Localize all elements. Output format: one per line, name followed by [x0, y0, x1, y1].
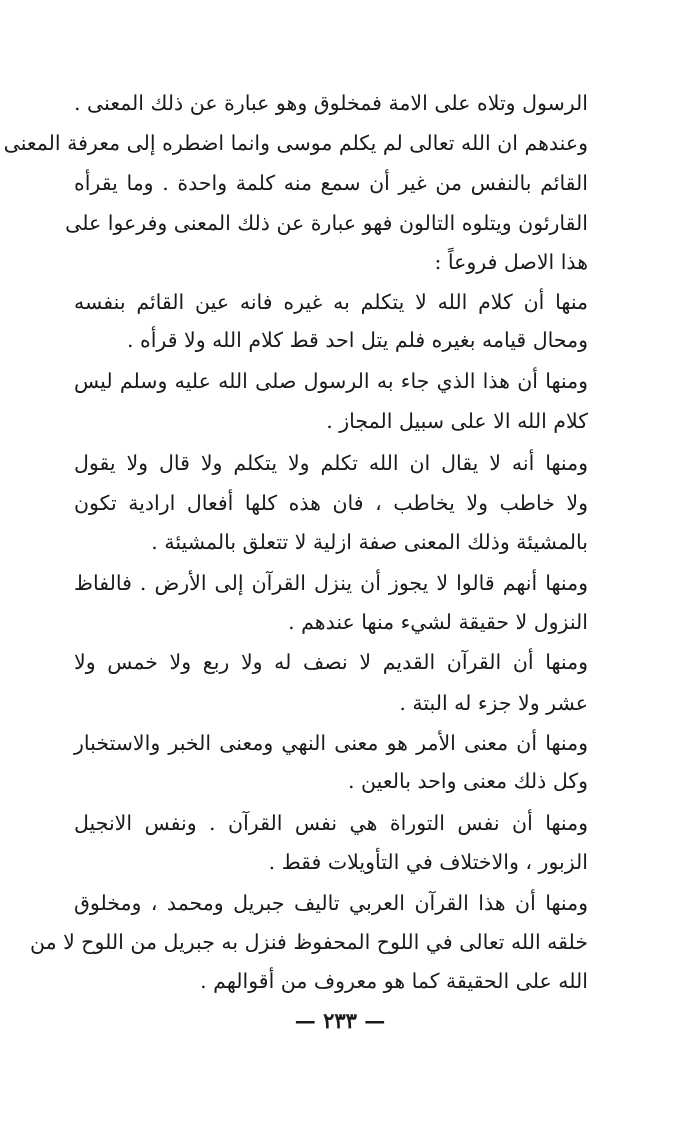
text-line-23: الله على الحقيقة كما هو معروف من أقوالهم . [200, 969, 588, 993]
text-line-17: ومنها أن معنى الأمر هو معنى النهي ومعنى الخبر والاستخبار [74, 731, 588, 755]
text-line-22: خلقه الله تعالى في اللوح المحفوظ فنزل به جبريل من اللوح لا من [30, 930, 588, 954]
text-line-18: وكل ذلك معنى واحد بالعين . [348, 769, 588, 793]
text-line-11: ولا خاطب ولا يخاطب ، فان هذه كلها أفعال ارادية تكون [74, 491, 588, 515]
text-line-21: ومنها أن هذا القرآن العربي تاليف جبريل ومحمد ، ومخلوق [74, 891, 588, 915]
text-line-19: ومنها أن نفس التوراة هي نفس القرآن . ونفس الانجيل [74, 811, 588, 835]
text-line-10: ومنها أنه لا يقال ان الله تكلم ولا يتكلم ولا قال ولا يقول [74, 451, 588, 475]
text-line-2: وعندهم ان الله تعالى لم يكلم موسى وانما اضطره إلى معرفة المعنى [3, 131, 588, 155]
text-line-15: ومنها أن القرآن القديم لا نصف له ولا ربع ولا خمس ولا [74, 650, 588, 674]
text-line-16: عشر ولا جزء له البتة . [399, 691, 588, 715]
text-line-6: منها أن كلام الله لا يتكلم به غيره فانه عين القائم بنفسه [74, 290, 588, 314]
text-line-8: ومنها أن هذا الذي جاء به الرسول صلى الله عليه وسلم ليس [74, 369, 588, 393]
text-line-13: ومنها أنهم قالوا لا يجوز أن ينزل القرآن إلى الأرض . فالفاظ [74, 571, 588, 595]
text-line-12: بالمشيئة وذلك المعنى صفة ازلية لا تتعلق بالمشيئة . [151, 530, 588, 554]
page-number: — ٢٣٣ — [294, 1008, 386, 1033]
text-line-4: القارئون ويتلوه التالون فهو عبارة عن ذلك المعنى وفرعوا على [65, 211, 588, 235]
text-line-14: النزول لا حقيقة لشيء منها عندهم . [288, 610, 588, 634]
text-line-7: ومحال قيامه بغيره فلم يتل احد قط كلام الله ولا قرأه . [126, 328, 588, 352]
text-line-5: هذا الاصل فروعاً : [434, 250, 588, 274]
text-line-3: القائم بالنفس من غير أن سمع منه كلمة واحدة . وما يقرأه [74, 171, 588, 195]
text-line-9: كلام الله الا على سبيل المجاز . [326, 409, 588, 433]
text-line-1: الرسول وتلاه على الامة فمخلوق وهو عبارة عن ذلك المعنى . [74, 91, 588, 115]
text-line-20: الزبور ، والاختلاف في التأويلات فقط . [268, 850, 588, 874]
